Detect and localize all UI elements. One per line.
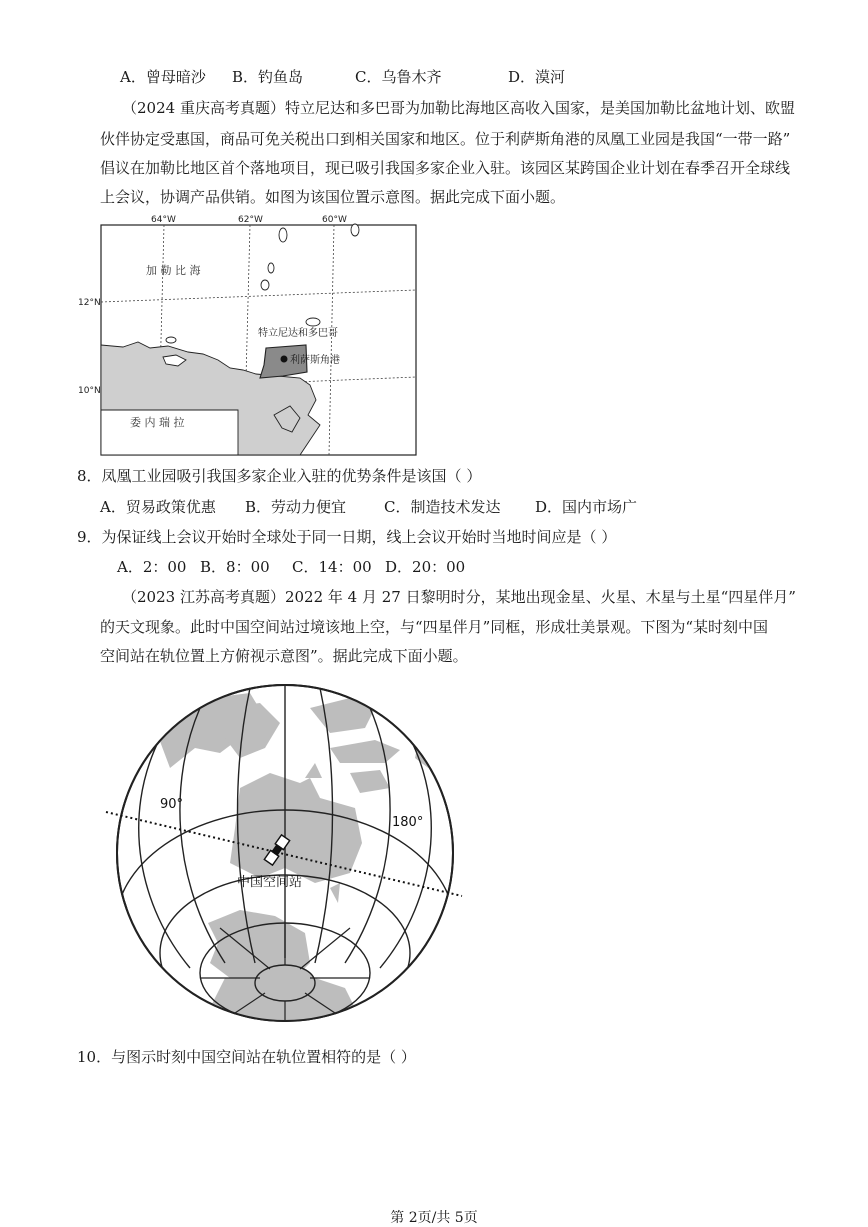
trinidad-location-map: [78, 210, 423, 460]
land-label: 委 内 瑞 拉: [130, 416, 185, 429]
q7-option-d: D．漠河: [508, 68, 566, 86]
label-90: 90°: [160, 797, 184, 812]
lat-label-10: 10°N: [78, 386, 101, 396]
lon-label-64: 64°W: [151, 215, 176, 225]
q8-option-d: D．国内市场广: [535, 498, 638, 516]
passage2-line-3: 空间站在轨位置上方俯视示意图”。据此完成下面小题。: [100, 647, 468, 665]
passage1-line-1: （2024 重庆高考真题）特立尼达和多巴哥为加勒比海地区高收入国家，是美国加勒比盆地计划、欧盟: [122, 99, 795, 117]
q9-option-d: D．20：00: [385, 558, 466, 576]
q8-option-b: B．劳动力便宜: [245, 498, 347, 516]
q8-option-a: A．贸易政策优惠: [100, 498, 216, 516]
page-footer: 第 2页/共 5页: [390, 1210, 478, 1226]
port-label: 利萨斯角港: [290, 355, 340, 366]
q8-option-c: C．制造技术发达: [384, 498, 501, 516]
q8-stem: 8．凤凰工业园吸引我国多家企业入驻的优势条件是该国（ ）: [77, 467, 482, 485]
lon-label-60: 60°W: [322, 215, 347, 225]
lat-label-12: 12°N: [78, 298, 101, 308]
sea-label: 加 勒 比 海: [146, 264, 201, 277]
label-180: 180°: [392, 815, 424, 830]
country-label: 特立尼达和多巴哥: [258, 328, 338, 339]
q7-option-c: C．乌鲁木齐: [355, 68, 442, 86]
q10-stem: 10．与图示时刻中国空间站在轨位置相符的是（ ）: [77, 1048, 416, 1066]
station-label: 中国空间站: [237, 875, 303, 890]
passage2-line-1: （2023 江苏高考真题）2022 年 4 月 27 日黎明时分，某地出现金星、火星、木星与土星“四星伴月”: [122, 588, 796, 606]
passage2-line-2: 的天文现象。此时中国空间站过境该地上空，与“四星伴月”同框，形成壮美景观。下图为“某时刻中国: [100, 618, 769, 636]
passage1-line-4: 上会议，协调产品供销。如图为该国位置示意图。据此完成下面小题。: [100, 188, 566, 206]
q7-option-a: A．曾母暗沙: [120, 68, 206, 86]
q9-option-b: B．8：00: [200, 558, 270, 576]
lon-label-62: 62°W: [238, 215, 263, 225]
q9-stem: 9．为保证线上会议开始时全球处于同一日期，线上会议开始时当地时间应是（ ）: [77, 528, 617, 546]
space-station-globe-diagram: [100, 678, 470, 1038]
passage1-line-3: 倡议在加勒比地区首个落地项目，现已吸引我国多家企业入驻。该园区某跨国企业计划在春季召开全球线: [100, 159, 791, 177]
passage1-line-2: 伙伴协定受惠国，商品可免关税出口到相关国家和地区。位于利萨斯角港的凤凰工业园是我国“一带一路”: [100, 130, 791, 148]
q9-option-a: A．2：00: [117, 558, 187, 576]
q7-option-b: B．钓鱼岛: [232, 68, 304, 86]
q9-option-c: C．14：00: [292, 558, 372, 576]
